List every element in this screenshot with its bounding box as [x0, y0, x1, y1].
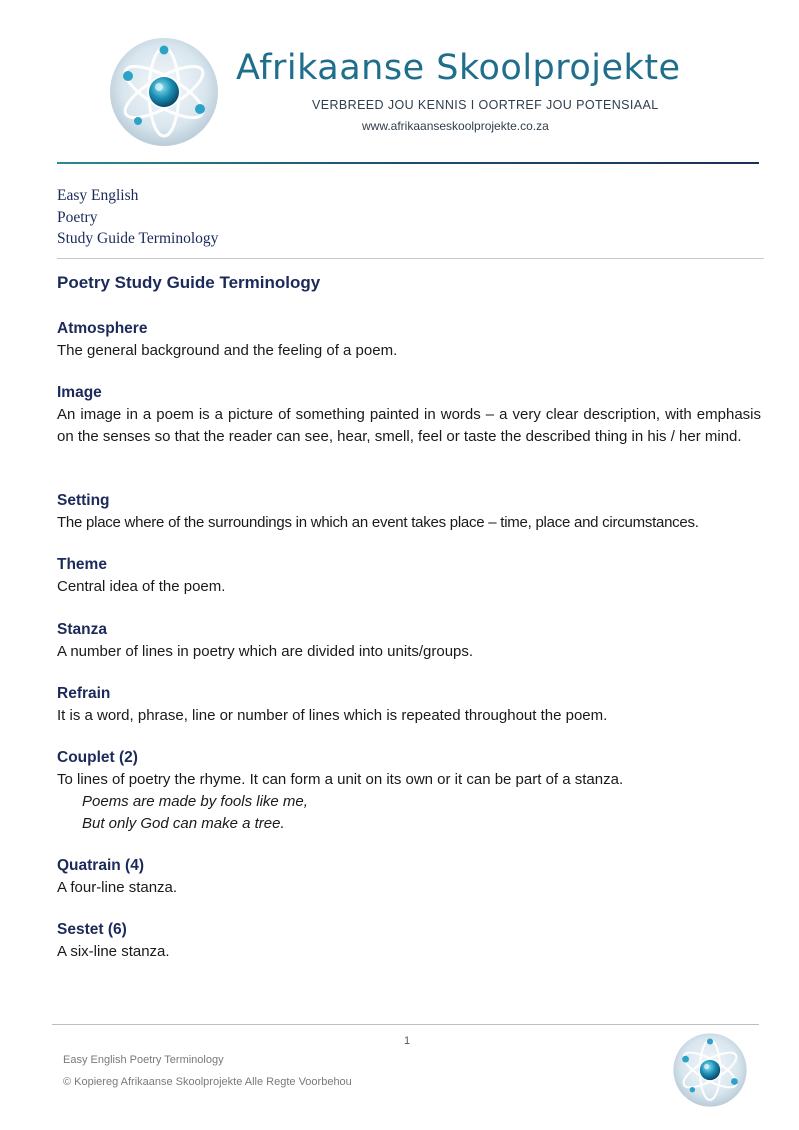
- term-definition: The place where of the surroundings in which an event takes place – time, place and circumstances.: [57, 514, 699, 531]
- brand-url[interactable]: www.afrikaanseskoolprojekte.co.za: [362, 119, 549, 133]
- breadcrumb-divider: [57, 258, 764, 259]
- footer-document-name: Easy English Poetry Terminology: [63, 1054, 224, 1066]
- term-atmosphere: [57, 318, 761, 362]
- term-definition: To lines of poetry the rhyme. It can form a unit on its own or it can be part of a stanza.: [57, 771, 624, 788]
- term-couplet: [57, 747, 761, 835]
- term-image: [57, 382, 761, 448]
- term-theme: [57, 554, 761, 598]
- atom-icon: [108, 36, 220, 148]
- footer-divider: [52, 1024, 759, 1025]
- brand-tagline: VERBREED JOU KENNIS I OORTREF JOU POTENSIAAL: [312, 98, 659, 112]
- term-heading: Theme: [57, 556, 107, 573]
- term-heading: Image: [57, 384, 102, 401]
- term-heading: Setting: [57, 492, 110, 509]
- term-heading: Refrain: [57, 685, 111, 702]
- term-sestet: [57, 919, 761, 963]
- page-title: Poetry Study Guide Terminology: [57, 273, 321, 292]
- term-heading: Atmosphere: [57, 320, 148, 337]
- atom-icon: [672, 1032, 748, 1108]
- term-quatrain: [57, 855, 761, 899]
- term-heading: Couplet (2): [57, 749, 138, 766]
- term-heading: Stanza: [57, 621, 107, 638]
- term-definition: Central idea of the poem.: [57, 578, 226, 595]
- brand-title: Afrikaanse Skoolprojekte: [236, 48, 681, 88]
- header-divider: [57, 162, 759, 164]
- term-stanza: [57, 619, 761, 663]
- term-definition: An image in a poem is a picture of something painted in words – a very clear description, with emphasis on the senses so that the reader can see, hear, smell, feel or taste the described thing in his / her mind.: [57, 406, 761, 445]
- term-definition: The general background and the feeling of a poem.: [57, 342, 398, 359]
- term-setting: [57, 490, 761, 534]
- term-definition: A four-line stanza.: [57, 879, 178, 896]
- page-number: 1: [404, 1035, 411, 1047]
- breadcrumb-document: Study Guide Terminology: [57, 230, 219, 247]
- quote-line: Poems are made by fools like me,: [82, 793, 308, 810]
- term-definition: It is a word, phrase, line or number of lines which is repeated throughout the poem.: [57, 707, 608, 724]
- breadcrumb-topic: Poetry: [57, 208, 98, 226]
- term-refrain: [57, 683, 761, 727]
- term-definition: A number of lines in poetry which are divided into units/groups.: [57, 643, 474, 660]
- breadcrumb: [57, 185, 218, 250]
- term-heading: Sestet (6): [57, 921, 127, 938]
- breadcrumb-subject: Easy English: [57, 187, 139, 204]
- term-definition: A six-line stanza.: [57, 943, 170, 960]
- quote-line: But only God can make a tree.: [82, 815, 285, 832]
- term-heading: Quatrain (4): [57, 857, 144, 874]
- footer-copyright: © Kopiereg Afrikaanse Skoolprojekte Alle Regte Voorbehou: [63, 1076, 352, 1088]
